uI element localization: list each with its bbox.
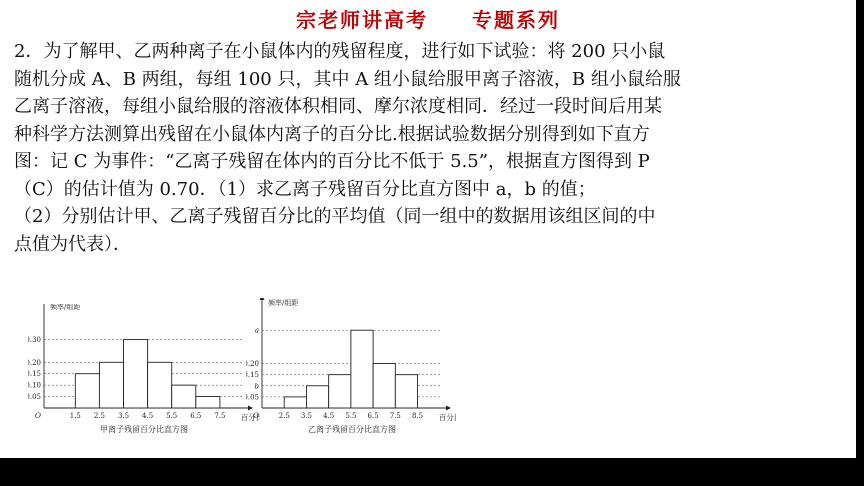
y-tick-label: .05	[29, 393, 41, 402]
problem-line: 图：记 C 为事件：“乙离子残留在体内的百分比不低于 5.5”，根据直方图得到 P	[14, 151, 650, 172]
x-tick-label: 6.5	[190, 412, 202, 420]
bottom-black-bar	[0, 458, 864, 486]
histogram-jia	[28, 304, 260, 438]
header-series-name: 宗老师讲高考	[296, 8, 428, 32]
y-axis-arrow	[260, 298, 265, 300]
problem-line: 种科学方法测算出残留在小鼠体内离子的百分比.根据试验数据分别得到如下直方	[14, 123, 650, 145]
origin-label: O	[34, 411, 42, 420]
x-tick-label: 7.5	[389, 412, 401, 420]
x-axis-arrow	[446, 406, 451, 411]
histogram-bar	[124, 339, 148, 408]
x-tick-label: 4.5	[142, 412, 154, 420]
problem-line: 乙离子溶液，每组小鼠给服的溶液体积相同、摩尔浓度相同．经过一段时间后用某	[14, 96, 662, 117]
y-axis-label: 频率/组距	[268, 299, 299, 307]
x-tick-label: 4.5	[323, 412, 335, 420]
x-tick-label: 7.5	[214, 412, 226, 420]
histogram-jia-svg	[28, 304, 260, 438]
problem-line: 2．为了解甲、乙两种离子在小鼠体内的残留程度，进行如下试验：将 200 只小鼠	[14, 41, 666, 62]
problem-line: 随机分成 A、B 两组，每组 100 只，其中 A 组小鼠给服甲离子溶液，B 组小鼠给服	[14, 68, 681, 90]
x-tick-label: 2.5	[93, 412, 105, 420]
histogram-bar	[329, 375, 351, 408]
y-tick-label: a	[254, 326, 259, 335]
histogram-bar	[196, 397, 220, 408]
y-tick-label: .15	[29, 370, 41, 379]
y-tick-label: .30	[29, 335, 41, 344]
histogram-bar	[172, 385, 196, 408]
histogram-bar	[351, 330, 373, 408]
y-tick-label: .15	[247, 371, 259, 380]
header-title	[0, 4, 856, 33]
histogram-bar	[284, 397, 306, 408]
right-black-bar	[856, 0, 864, 486]
header-topic: 专题系列	[472, 8, 560, 32]
x-tick-label: 1.5	[69, 412, 81, 420]
y-tick-label: b	[254, 382, 259, 391]
x-tick-label: 3.5	[300, 412, 313, 420]
problem-line: （2）分别估计甲、乙离子残留百分比的平均值（同一组中的数据用该组区间的中	[14, 206, 656, 227]
histogram-bar	[75, 374, 99, 408]
problem-line: 点值为代表）．	[14, 233, 131, 255]
x-tick-label: 5.5	[166, 412, 178, 420]
histogram-bar	[148, 362, 172, 408]
y-axis-label: 频率/组距	[50, 304, 81, 311]
x-tick-label: 2.5	[278, 412, 290, 420]
x-tick-label: 6.5	[367, 412, 379, 420]
y-tick-label: .10	[29, 381, 41, 390]
y-tick-label: .20	[247, 360, 259, 369]
x-axis-label: 百分比	[240, 413, 260, 422]
x-axis-label: 百分	[438, 413, 454, 422]
histogram-yi	[246, 298, 456, 438]
origin-label: O	[252, 411, 260, 420]
chart-title: 乙离子残留百分比直方图	[308, 425, 396, 434]
histogram-bar	[373, 364, 395, 408]
y-tick-label: .20	[29, 358, 41, 367]
chart-title: 甲离子残留百分比直方图	[100, 425, 188, 434]
histogram-yi-svg	[246, 298, 456, 438]
x-tick-label: 8.5	[411, 412, 424, 420]
y-tick-label: .05	[247, 393, 259, 402]
histogram-bar	[99, 362, 123, 408]
x-tick-label: 5.5	[345, 412, 357, 420]
x-tick-label: 3.5	[117, 412, 130, 420]
problem-line: （C）的估计值为 0.70．（1）求乙离子残留百分比直方图中 a，b 的值；	[14, 178, 596, 200]
histogram-bar	[395, 375, 417, 408]
problem-text	[14, 38, 844, 258]
histogram-bar	[306, 386, 328, 408]
